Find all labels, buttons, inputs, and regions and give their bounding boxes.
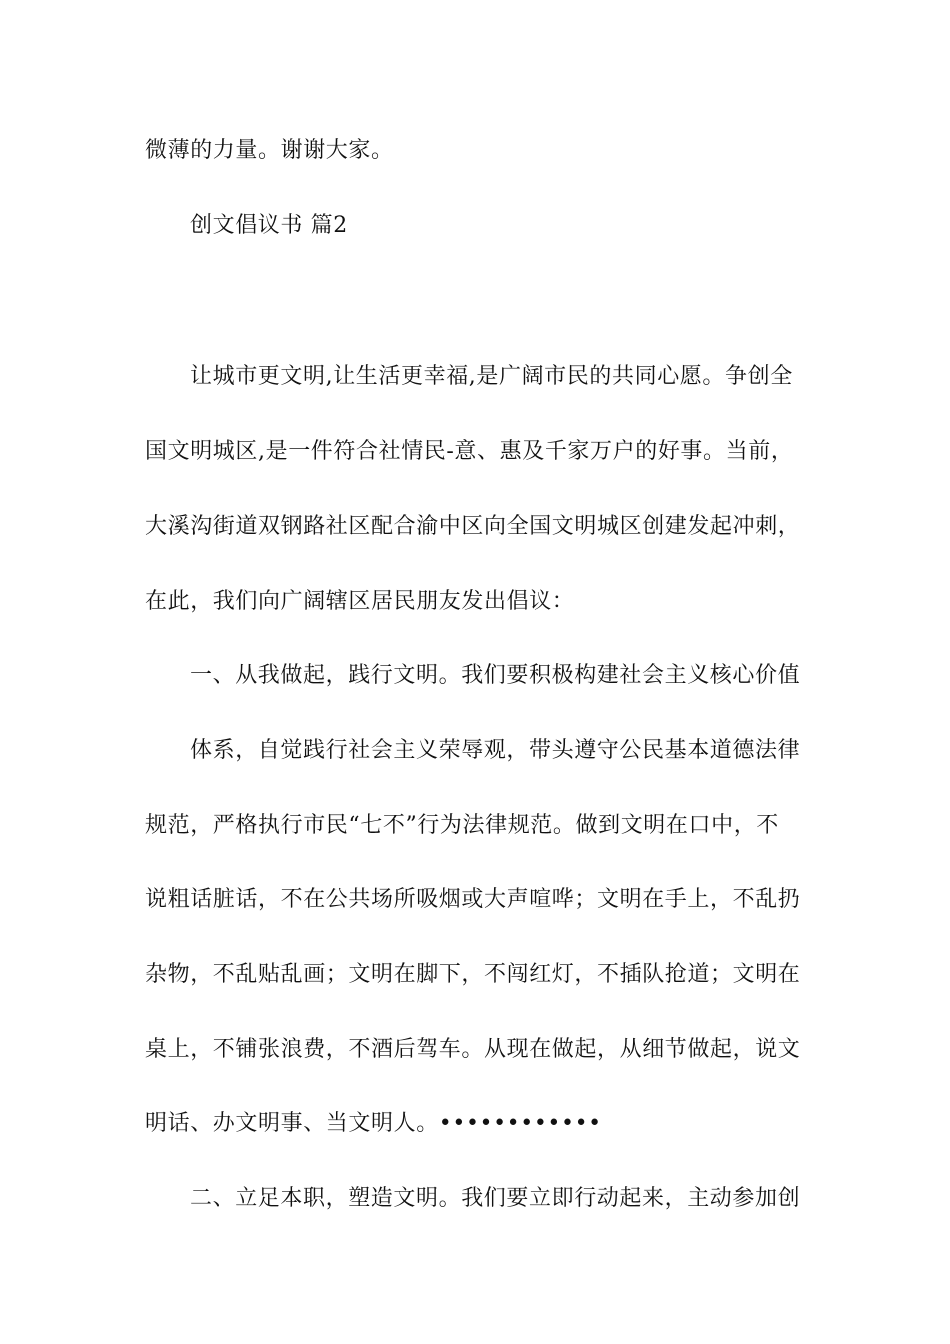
text-line: 国文明城区,是一件符合社情民-意、惠及千家万户的好事。当前， xyxy=(145,439,794,464)
section-heading: 创文倡议书 篇2 xyxy=(190,213,348,238)
text-line: 体系，自觉践行社会主义荣辱观，带头遵守公民基本道德法律 xyxy=(190,738,801,763)
text-line: 明话、办文明事、当文明人。•••••••••••• xyxy=(145,1111,602,1136)
text-line: 规范，严格执行市民“七不”行为法律规范。做到文明在口中，不 xyxy=(145,813,779,838)
text-line: 说粗话脏话，不在公共场所吸烟或大声喧哗；文明在手上，不乱扔 xyxy=(145,887,801,912)
text-line: 一、从我做起，践行文明。我们要积极构建社会主义核心价值 xyxy=(190,663,801,688)
text-line: 二、立足本职，塑造文明。我们要立即行动起来，主动参加创 xyxy=(190,1186,801,1211)
text-line: 让城市更文明,让生活更幸福,是广阔市民的共同心愿。争创全 xyxy=(190,364,793,389)
text-line: 在此，我们向广阔辖区居民朋友发出倡议： xyxy=(145,589,575,614)
text-line: 杂物，不乱贴乱画；文明在脚下，不闯红灯，不插队抢道；文明在 xyxy=(145,962,801,987)
text-line: 桌上，不铺张浪费，不酒后驾车。从现在做起，从细节做起，说文 xyxy=(145,1037,801,1062)
text-line: 微薄的力量。谢谢大家。 xyxy=(145,138,394,163)
text-line: 大溪沟街道双钢路社区配合渝中区向全国文明城区创建发起冲刺， xyxy=(145,514,801,539)
